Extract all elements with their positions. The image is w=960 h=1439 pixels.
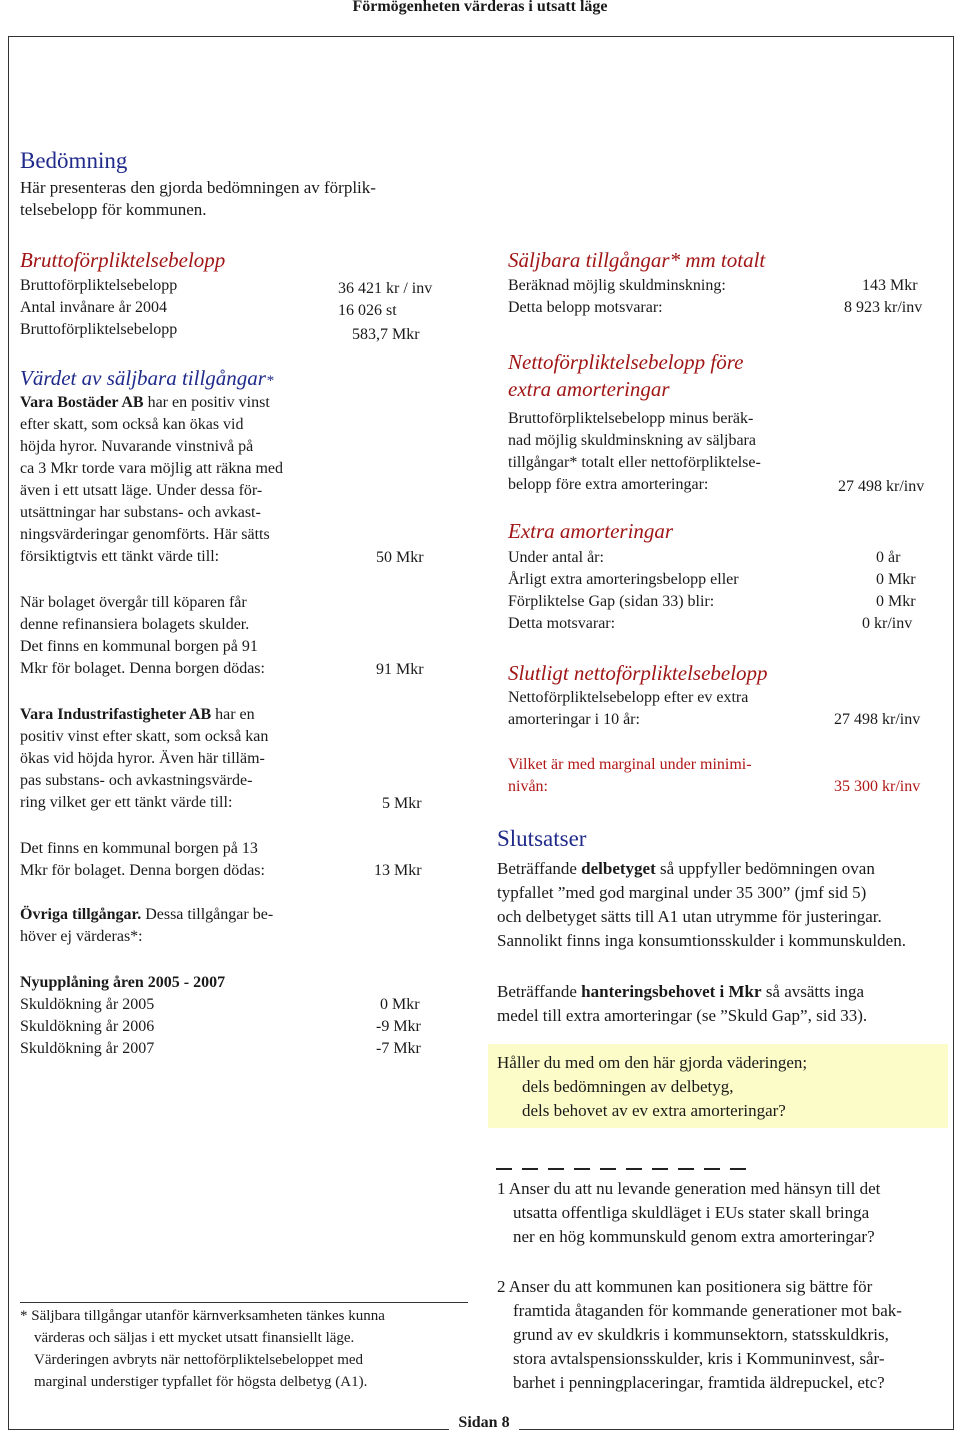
marginal-value: 35 300 kr/inv: [834, 778, 921, 795]
extra-label-4: Detta motsvarar:: [508, 615, 616, 632]
footnote-line-2: värderas och säljas i ett mycket utsatt finansiellt läge.: [34, 1330, 355, 1346]
slutligt-line-2: amorteringar i 10 år:: [508, 711, 640, 728]
vara-bostader-line-2: efter skatt, som också kan ökas vid: [20, 416, 244, 433]
q1-line-3: ner en hög kommunskuld genom extra amorteringar?: [513, 1227, 875, 1246]
saljbara-heading: Säljbara tillgångar* mm totalt: [508, 248, 766, 272]
vara-bostader-line-3: höjda hyror. Nuvarande vinstnivå på: [20, 438, 254, 455]
slutsatser-p2-line-1: Beträffande hanteringsbehovet i Mkr så avsätts inga: [497, 982, 865, 1001]
saljbara-label-2: Detta belopp motsvarar:: [508, 299, 663, 316]
netto-heading-line-1: Nettoförpliktelsebelopp före: [508, 350, 744, 374]
slutsatser-p1-line-2: typfallet ”med god marginal under 35 300” (jmf sid 5): [497, 883, 867, 902]
bedomning-heading: Bedömning: [20, 148, 128, 173]
slutsatser-p1-line-3: och delbetyget sätts till A1 utan utrymme för justeringar.: [497, 907, 882, 926]
industri-line-5: ring vilket ger ett tänkt värde till:: [20, 794, 233, 811]
slutsatser-p1-line-1: Beträffande delbetyget så uppfyller bedömningen ovan: [497, 859, 875, 878]
bedomning-line-2: telsebelopp för kommunen.: [20, 200, 207, 219]
extra-heading: Extra amorteringar: [508, 519, 674, 543]
running-header: Förmögenheten värderas i utsatt läge: [352, 0, 608, 15]
overgar-line-4: Mkr för bolaget. Denna borgen dödas:: [20, 660, 265, 677]
slutligt-heading: Slutligt nettoförpliktelsebelopp: [508, 661, 768, 685]
netto-line-3: tillgångar* totalt eller nettoförpliktelse-: [508, 454, 761, 471]
industri-value: 5 Mkr: [382, 795, 422, 812]
extra-label-2: Årligt extra amorteringsbelopp eller: [508, 571, 739, 588]
slutsatser-p2-line-2: medel till extra amorteringar (se ”Skuld Gap”, sid 33).: [497, 1006, 868, 1025]
q2-line-5: barhet i penningplaceringar, framtida äldrepuckel, etc?: [513, 1373, 885, 1392]
netto-line-4: belopp före extra amorteringar:: [508, 476, 709, 493]
vara-bostader-line-1: Vara Bostäder AB har en positiv vinst: [20, 394, 270, 411]
borgen13-line-1: Det finns en kommunal borgen på 13: [20, 840, 258, 857]
saljbara-label-1: Beräknad möjlig skuldminskning:: [508, 277, 726, 294]
marginal-line-2: nivån:: [508, 778, 548, 795]
vara-bostader-line-7: ningsvärderingar genomförts. Här sätts: [20, 526, 270, 543]
marginal-line-1: Vilket är med marginal under minimi-: [508, 756, 752, 773]
q1-line-2: utsatta offentliga skuldläget i EUs stater skall bringa: [513, 1203, 870, 1222]
skuld-value-3: -7 Mkr: [376, 1040, 421, 1057]
brutto-row-value-2: 16 026 st: [338, 302, 397, 319]
question-line-2: dels bedömningen av delbetyg,: [522, 1077, 734, 1096]
vara-bostader-line-4: ca 3 Mkr torde vara möjlig att räkna med: [20, 460, 284, 477]
borgen13-value: 13 Mkr: [374, 862, 422, 879]
overgar-line-3: Det finns en kommunal borgen på 91: [20, 638, 258, 655]
page-number: Sidan 8: [449, 1414, 519, 1432]
overgar-value: 91 Mkr: [376, 661, 424, 678]
ovriga-line-2: höver ej värderas*:: [20, 928, 143, 945]
question-line-1: Håller du med om den här gjorda väderingen;: [497, 1053, 808, 1072]
industri-line-4: pas substans- och avkastningsvärde-: [20, 772, 253, 789]
slutsatser-p1-line-4: Sannolikt finns inga konsumtionsskulder i kommunskulden.: [497, 931, 906, 950]
brutto-row-label-3: Bruttoförpliktelsebelopp: [20, 321, 178, 338]
q1-line-1: 1 Anser du att nu levande generation med hänsyn till det: [497, 1179, 881, 1198]
vara-bostader-value: 50 Mkr: [376, 549, 424, 566]
borgen13-line-2: Mkr för bolaget. Denna borgen dödas:: [20, 862, 265, 879]
nyupplaning-heading: Nyupplåning åren 2005 - 2007: [20, 974, 226, 991]
slutligt-value: 27 498 kr/inv: [834, 711, 921, 728]
netto-line-1: Bruttoförpliktelsebelopp minus beräk-: [508, 410, 754, 427]
skuld-label-1: Skuldökning år 2005: [20, 996, 155, 1013]
industri-line-2: positiv vinst efter skatt, som också kan: [20, 728, 269, 745]
slutsatser-heading: Slutsatser: [497, 826, 587, 851]
ovriga-line-1: Övriga tillgångar. Dessa tillgångar be-: [20, 906, 274, 923]
industri-line-3: ökas vid höjda hyror. Även här tilläm-: [20, 750, 265, 767]
skuld-value-2: -9 Mkr: [376, 1018, 421, 1035]
netto-line-2: nad möjlig skuldminskning av säljbara: [508, 432, 756, 449]
brutto-row-value-1: 36 421 kr / inv: [338, 280, 433, 297]
q2-line-1: 2 Anser du att kommunen kan positionera sig bättre för: [497, 1277, 873, 1296]
vara-bostader-line-5: även i ett utsatt läge. Under dessa för-: [20, 482, 263, 499]
netto-heading-line-2: extra amorteringar: [508, 377, 670, 401]
question-line-3: dels behovet av ev extra amorteringar?: [522, 1101, 786, 1120]
q2-line-2: framtida åtaganden för kommande generationer mot bak-: [513, 1301, 902, 1320]
overgar-line-2: denne refinansiera bolagets skulder.: [20, 616, 250, 633]
saljbara-value-1: 143 Mkr: [862, 277, 918, 294]
skuld-label-2: Skuldökning år 2006: [20, 1018, 155, 1035]
brutto-row-value-3: 583,7 Mkr: [352, 326, 420, 343]
slutligt-line-1: Nettoförpliktelsebelopp efter ev extra: [508, 689, 749, 706]
footnote-line-4: marginal understiger typfallet för högsta delbetyg (A1).: [34, 1374, 368, 1390]
vara-bostader-line-8: försiktigtvis ett tänkt värde till:: [20, 548, 220, 565]
extra-value-3: 0 Mkr: [876, 593, 916, 610]
overgar-line-1: När bolaget övergår till köparen får: [20, 594, 247, 611]
footnote-line-3: Värderingen avbryts när nettoförpliktelsebeloppet med: [34, 1352, 364, 1368]
q2-line-4: stora avtalspensionsskulder, kris i Kommuninvest, sår-: [513, 1349, 885, 1368]
footnote-rule: [20, 1302, 468, 1303]
q2-line-3: grund av ev skuldkris i kommunsektorn, statsskuldkris,: [513, 1325, 889, 1344]
extra-label-1: Under antal år:: [508, 549, 604, 566]
vara-bostader-line-6: utsättningar har substans- och avkast-: [20, 504, 261, 521]
extra-value-1: 0 år: [876, 549, 901, 566]
varde-heading: Värdet av säljbara tillgångar*: [20, 366, 274, 390]
netto-value: 27 498 kr/inv: [838, 478, 925, 495]
extra-value-2: 0 Mkr: [876, 571, 916, 588]
industri-line-1: Vara Industrifastigheter AB har en: [20, 706, 255, 723]
bedomning-line-1: Här presenteras den gjorda bedömningen av förplik-: [20, 178, 376, 197]
saljbara-value-2: 8 923 kr/inv: [844, 299, 923, 316]
extra-value-4: 0 kr/inv: [862, 615, 913, 632]
skuld-value-1: 0 Mkr: [380, 996, 420, 1013]
brutto-row-label-2: Antal invånare år 2004: [20, 299, 168, 316]
brutto-row-label-1: Bruttoförpliktelsebelopp: [20, 277, 178, 294]
extra-label-3: Förpliktelse Gap (sidan 33) blir:: [508, 593, 715, 610]
skuld-label-3: Skuldökning år 2007: [20, 1040, 155, 1057]
brutto-heading: Bruttoförpliktelsebelopp: [20, 248, 226, 272]
footnote-line-1: * Säljbara tillgångar utanför kärnverksamheten tänkes kunna: [20, 1308, 385, 1324]
